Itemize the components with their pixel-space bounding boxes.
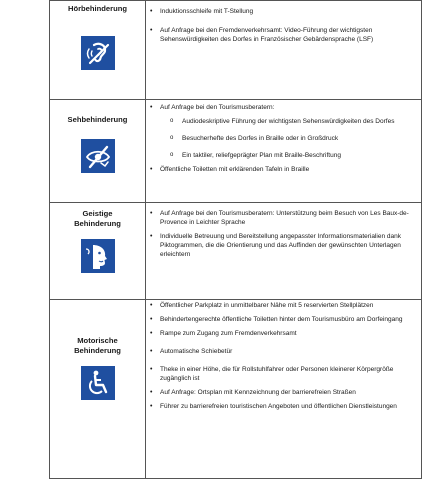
list-item: • Auf Anfrage bei den Fremdenverkehrsamt: Video-Führung der wichtigsten Sehenswürdigkeiten des Dorfes in Französischer Gebärdensprache (LSF) xyxy=(146,26,421,44)
list-item: • Öffentlicher Parkplatz in unmittelbarer Nähe mit 5 reservierten Stellplätzen xyxy=(146,301,421,310)
category-title: Hörbehinderung xyxy=(67,4,128,13)
table-row xyxy=(50,100,422,203)
category-cell xyxy=(50,300,146,479)
description-cell xyxy=(146,1,422,100)
table-row xyxy=(50,300,422,479)
item-list xyxy=(146,301,421,411)
wheelchair-icon xyxy=(81,366,115,400)
category-cell xyxy=(50,100,146,203)
category-title: Geistige Behinderung xyxy=(74,209,121,228)
category-cell xyxy=(50,203,146,300)
table-row xyxy=(50,1,422,100)
sub-list-item: o Audiodeskriptive Führung der wichtigsten Sehenswürdigkeiten des Dorfes xyxy=(146,117,417,126)
list-item xyxy=(146,103,421,160)
table-row xyxy=(50,203,422,300)
hearing-loop-icon xyxy=(81,36,115,70)
list-item: • Auf Anfrage: Ortsplan mit Kennzeichnung der barrierefreien Straßen xyxy=(146,388,421,397)
list-item: • Automatische Schiebetür xyxy=(146,347,421,356)
list-item: • Theke in einer Höhe, die für Rollstuhlfahrer oder Personen kleinerer Körpergröße zugänglich ist xyxy=(146,365,421,383)
item-list xyxy=(146,103,421,174)
list-item: • Rampe zum Zugang zum Fremdenverkehrsamt xyxy=(146,329,421,338)
item-list xyxy=(146,209,421,259)
description-cell xyxy=(146,100,422,203)
list-item: • Behindertengerechte öffentliche Toiletten hinter dem Tourismusbüro am Dorfeingang xyxy=(146,315,421,324)
list-item: • Führer zu barrierefreien touristischen Angeboten und öffentlichen Dienstleistungen xyxy=(146,402,421,411)
mental-disability-icon xyxy=(81,239,115,273)
sub-list-item: o Ein taktiler, reliefgeprägter Plan mit Braille-Beschriftung xyxy=(146,151,417,160)
category-cell xyxy=(50,1,146,100)
list-item: • Auf Anfrage bei den Tourismusberatern: Unterstützung beim Besuch von Les Baux-de-Provence in Leichter Sprache xyxy=(146,209,421,227)
sub-item-list xyxy=(146,117,417,160)
category-title: Sehbehinderung xyxy=(67,115,128,124)
list-item: • Individuelle Betreuung und Bereitstellung angepasster Informationsmaterialien dank Piktogrammen, die die Orientierung und das Auffinden der gewünschten Unterlagen erleichtern xyxy=(146,232,421,259)
accessibility-table xyxy=(49,0,422,479)
list-item: • Öffentliche Toiletten mit erklärenden Tafeln in Braille xyxy=(146,165,421,174)
item-list xyxy=(146,7,421,44)
category-title: Motorische Behinderung xyxy=(74,336,121,355)
description-cell xyxy=(146,300,422,479)
description-cell xyxy=(146,203,422,300)
list-item: • Induktionsschleife mit T-Stellung xyxy=(146,7,421,16)
list-item-text: Auf Anfrage bei den Tourismusberatern: xyxy=(160,104,275,111)
visual-impairment-icon xyxy=(81,139,115,173)
sub-list-item: o Besucherhefte des Dorfes in Braille oder in Großdruck xyxy=(146,134,417,143)
